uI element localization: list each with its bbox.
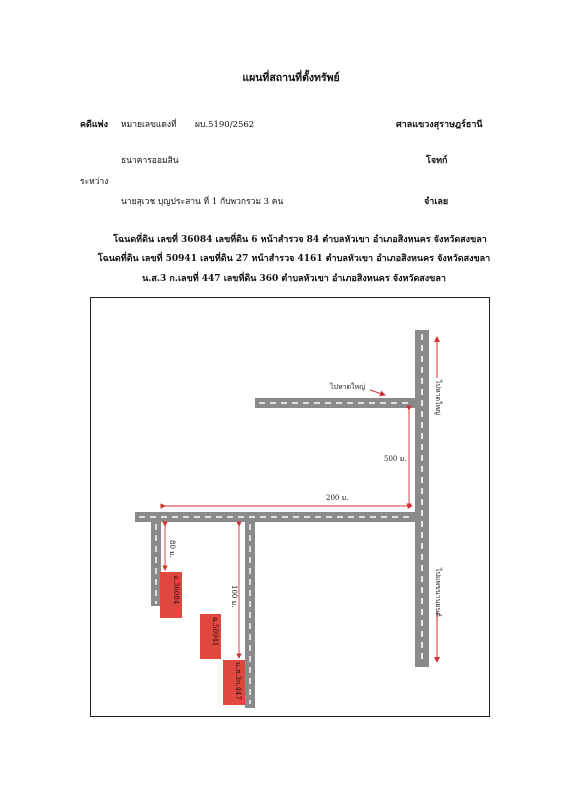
plaintiff-role: โจทก์ (426, 156, 448, 166)
black-case-number: ผบ.5190/2562 (195, 120, 255, 130)
plaintiff-name: ธนาคารออมสิน (121, 156, 179, 166)
page-title: แผนที่สถานที่ตั้งทรัพย์ (242, 72, 340, 84)
plot-36084-label: ฉ.36084 (172, 575, 180, 605)
arrow-branch (370, 390, 385, 395)
court-name: ศาลแขวงสุราษฎร์ธานี (396, 120, 483, 130)
label-to-hat-yai-vertical: ไปหาดใหญ่ (434, 380, 442, 416)
label-to-ferry: ไปแพขนานยนต์ (434, 568, 442, 617)
plot-50941-label: ฉ.50941 (211, 617, 219, 647)
between-label: ระหว่าง (80, 177, 109, 187)
deed-line-2: โฉนดที่ดิน เลขที่ 50941 เลขที่ดิน 27 หน้าสำรวจ 4161 ตำบลหัวเขา อำเภอสิงหนคร จังหวัดสงขลา (97, 254, 491, 264)
defendant-name: นายสุเวช บุญประสาน ที่ 1 กับพวกรวม 3 คน (121, 197, 284, 207)
label-dist-100: 100 ม. (230, 585, 238, 608)
roads (135, 330, 429, 708)
label-to-hat-yai-branch: ไปหาดใหญ่ (330, 383, 366, 391)
case-type-label: คดีแพ่ง (80, 120, 108, 130)
label-dist-500: 500 ม. (384, 455, 407, 463)
deed-line-1: โฉนดที่ดิน เลขที่ 36084 เลขที่ดิน 6 หน้าสำรวจ 84 ตำบลหัวเขา อำเภอสิงหนคร จังหวัดสงขลา (113, 235, 487, 245)
plot-447-label: น.ส.3ก.447 (234, 662, 242, 700)
label-dist-200: 200 ม. (326, 494, 349, 502)
deed-line-3: น.ส.3 ก.เลขที่ 447 เลขที่ดิน 360 ตำบลหัวเขา อำเภอสิงหนคร จังหวัดสงขลา (142, 274, 446, 284)
black-case-label: หมายเลขแดงที่ (121, 120, 177, 130)
label-dist-80: 80 ม. (168, 540, 176, 558)
defendant-role: จำเลย (424, 197, 449, 207)
